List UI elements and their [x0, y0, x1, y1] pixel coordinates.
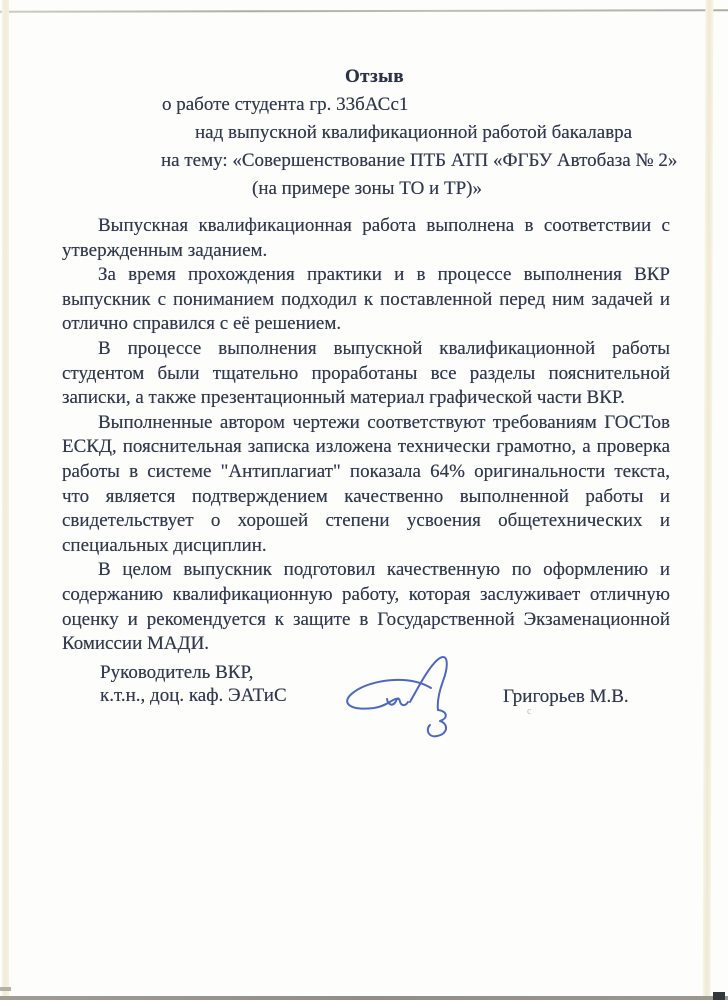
signature-role-line-2: к.т.н., доц. каф. ЭАТиС [100, 685, 287, 706]
document-title: Отзыв [345, 66, 405, 87]
paragraph-quality: Выполненные автором чертежи соответствуют требованиям ГОСТов ЕСКД, пояснительная записка изложена технически грамотно, а проверка работы в системе "Антиплагиат" показала 64% оригинальности текста, что является подтверждением качественно выполненной работы и свидетельствует о хорошей степени усвоения общетехнических и специальных дисциплин. [62, 411, 670, 556]
handwritten-signature [330, 648, 480, 743]
signature-name: Григорьев М.В. [503, 686, 629, 707]
subtitle-work-type: над выпускной квалификационной работой бакалавра [195, 122, 633, 143]
paragraph-conclusion: В целом выпускник подготовил качественную по оформлению и содержанию квалификационную работу, которая заслуживает отличную оценку и рекомендуется к защите в Государственной Экзаменационной Комиссии МАДИ. [62, 559, 670, 655]
subtitle-topic-line-2: (на примере зоны ТО и ТР)» [252, 178, 482, 199]
paragraph-compliance: Выпускная квалификационная работа выполнена в соответствии с утвержденным заданием. [62, 215, 670, 261]
subtitle-student-group: о работе студента гр. 33бАСс1 [162, 94, 409, 115]
document-body [62, 214, 670, 657]
paragraph-work-process: В процессе выполнения выпускной квалификационной работы студентом были тщательно проработаны все разделы пояснительной записки, а также презентационный материал графической части ВКР. [62, 337, 670, 409]
paragraph-practice: За время прохождения практики и в процессе выполнения ВКР выпускник с пониманием подходил к поставленной перед ним задачей и отлично справился с её решением. [62, 264, 670, 335]
stray-scan-mark: c [527, 706, 532, 717]
subtitle-topic-line-1: на тему: «Совершенствование ПТБ АТП «ФГБУ Автобаза № 2» [161, 150, 678, 171]
signature-role-line-1: Руководитель ВКР, [100, 662, 254, 683]
